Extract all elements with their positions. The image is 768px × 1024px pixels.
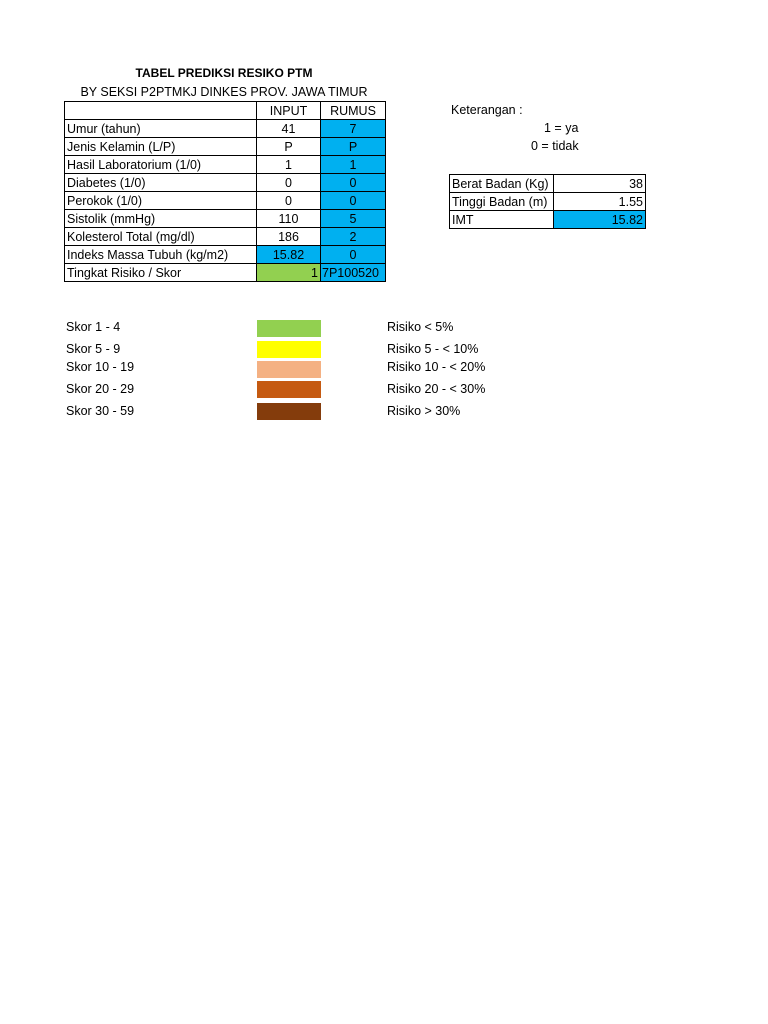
header-input: INPUT <box>257 102 321 120</box>
input-cell[interactable]: 186 <box>257 228 321 246</box>
keterangan-tidak: 0 = tidak <box>531 139 579 153</box>
formula-cell[interactable]: 0 <box>321 246 386 264</box>
row-label: IMT <box>450 211 554 229</box>
table-row <box>65 192 386 210</box>
formula-cell[interactable]: 0 <box>321 174 386 192</box>
score-code-cell[interactable]: 7P100520 <box>321 264 386 282</box>
imt-table <box>449 174 646 229</box>
legend-score: Skor 10 - 19 <box>66 360 135 374</box>
formula-cell[interactable]: 2 <box>321 228 386 246</box>
row-label: Diabetes (1/0) <box>65 174 257 192</box>
legend-risk: Risiko 20 - < 30% <box>387 382 486 396</box>
page-subtitle: BY SEKSI P2PTMKJ DINKES PROV. JAWA TIMUR <box>80 85 368 99</box>
legend-score: Skor 5 - 9 <box>66 342 121 356</box>
table-row <box>65 156 386 174</box>
row-label: Tingkat Risiko / Skor <box>65 264 257 282</box>
header-empty-cell <box>65 102 257 120</box>
input-cell[interactable]: 1 <box>257 156 321 174</box>
legend-risk: Risiko 10 - < 20% <box>387 360 486 374</box>
row-label: Sistolik (mmHg) <box>65 210 257 228</box>
weight-cell[interactable]: 38 <box>554 175 646 193</box>
legend-swatch-orange <box>257 381 321 398</box>
row-label: Jenis Kelamin (L/P) <box>65 138 257 156</box>
table-row <box>65 210 386 228</box>
imt-cell[interactable]: 15.82 <box>554 211 646 229</box>
table-row <box>65 120 386 138</box>
keterangan-label: Keterangan : <box>451 103 523 117</box>
legend-swatch-yellow <box>257 341 321 358</box>
formula-cell[interactable]: 7 <box>321 120 386 138</box>
page-title: TABEL PREDIKSI RESIKO PTM <box>135 66 313 80</box>
legend-score: Skor 20 - 29 <box>66 382 135 396</box>
row-label: Umur (tahun) <box>65 120 257 138</box>
table-row-total <box>65 264 386 282</box>
row-label: Berat Badan (Kg) <box>450 175 554 193</box>
legend-risk: Risiko > 30% <box>387 404 461 418</box>
legend-risk: Risiko < 5% <box>387 320 454 334</box>
height-cell[interactable]: 1.55 <box>554 193 646 211</box>
input-cell[interactable]: 15.82 <box>257 246 321 264</box>
formula-cell[interactable]: 0 <box>321 192 386 210</box>
row-label: Hasil Laboratorium (1/0) <box>65 156 257 174</box>
formula-cell[interactable]: P <box>321 138 386 156</box>
table-row <box>65 174 386 192</box>
table-row <box>65 138 386 156</box>
score-result-cell[interactable]: 1 <box>257 264 321 282</box>
table-row <box>450 175 646 193</box>
prediction-table <box>64 101 386 282</box>
formula-cell[interactable]: 5 <box>321 210 386 228</box>
legend-score: Skor 30 - 59 <box>66 404 135 418</box>
legend-score: Skor 1 - 4 <box>66 320 121 334</box>
legend-risk: Risiko 5 - < 10% <box>387 342 479 356</box>
input-cell[interactable]: P <box>257 138 321 156</box>
row-label: Indeks Massa Tubuh (kg/m2) <box>65 246 257 264</box>
table-row <box>65 246 386 264</box>
input-cell[interactable]: 0 <box>257 174 321 192</box>
row-label: Kolesterol Total (mg/dl) <box>65 228 257 246</box>
header-rumus: RUMUS <box>321 102 386 120</box>
input-cell[interactable]: 110 <box>257 210 321 228</box>
keterangan-ya: 1 = ya <box>544 121 579 135</box>
legend-swatch-green <box>257 320 321 337</box>
legend-swatch-brown <box>257 403 321 420</box>
table-row <box>450 211 646 229</box>
formula-cell[interactable]: 1 <box>321 156 386 174</box>
table-row <box>450 193 646 211</box>
legend-swatch-peach <box>257 361 321 378</box>
table-header-row <box>65 102 386 120</box>
row-label: Perokok (1/0) <box>65 192 257 210</box>
table-row <box>65 228 386 246</box>
input-cell[interactable]: 41 <box>257 120 321 138</box>
input-cell[interactable]: 0 <box>257 192 321 210</box>
row-label: Tinggi Badan (m) <box>450 193 554 211</box>
